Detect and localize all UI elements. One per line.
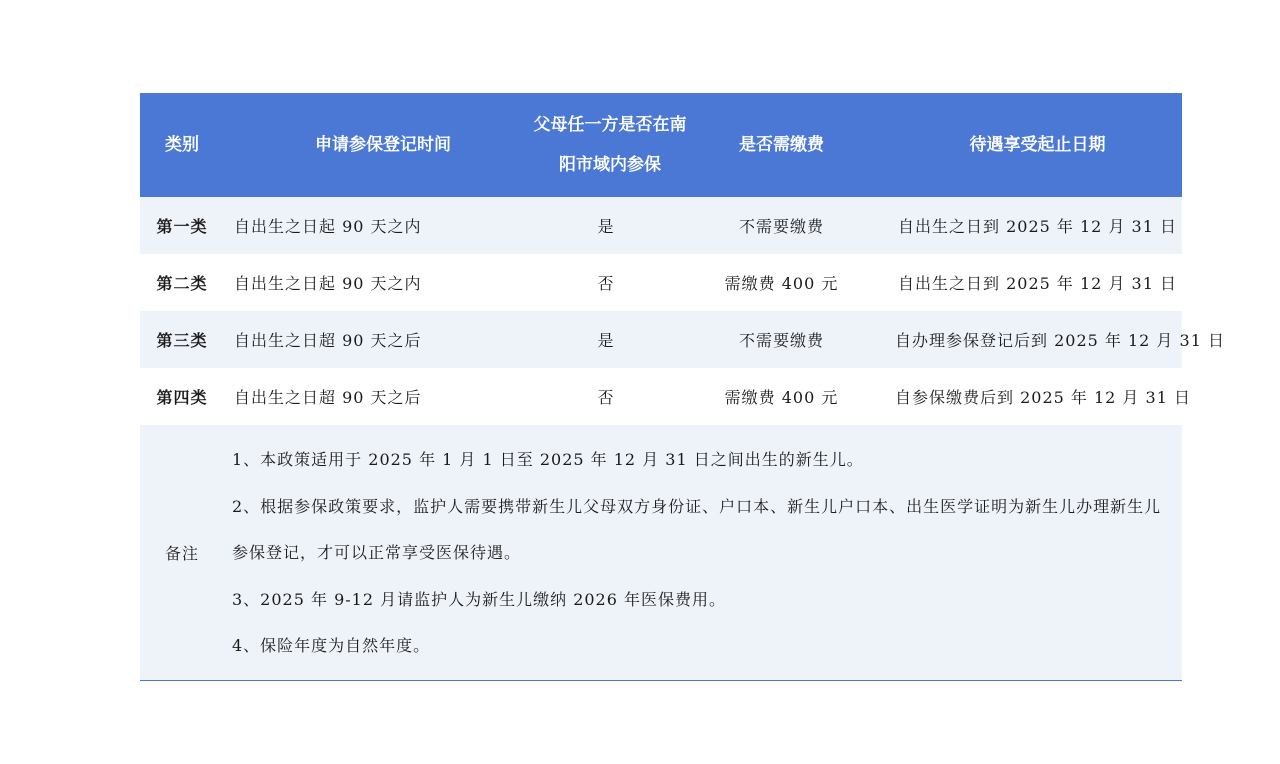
note-item: 1、本政策适用于 2025 年 1 月 1 日至 2025 年 12 月 31 日之间出生的新生儿。 — [232, 450, 864, 469]
cell-category: 第一类 — [140, 197, 224, 254]
header-category: 类别 — [140, 93, 224, 197]
header-application-time: 申请参保登记时间 — [224, 93, 542, 197]
cell-period: 自出生之日到 2025 年 12 月 31 日 — [893, 197, 1182, 254]
table-header — [140, 93, 1182, 197]
cell-category: 第三类 — [140, 311, 224, 368]
header-benefit-period: 待遇享受起止日期 — [893, 93, 1182, 197]
cell-parent-insured: 否 — [542, 368, 670, 425]
cell-parent-insured: 是 — [542, 311, 670, 368]
cell-time: 自出生之日超 90 天之后 — [224, 368, 542, 425]
policy-table — [140, 93, 1225, 681]
notes-row — [140, 425, 1182, 680]
cell-fee: 不需要缴费 — [670, 311, 893, 368]
table-body — [140, 197, 1225, 680]
cell-fee: 需缴费 400 元 — [670, 254, 893, 311]
cell-time: 自出生之日起 90 天之内 — [224, 254, 542, 311]
cell-fee: 需缴费 400 元 — [670, 368, 893, 425]
cell-period: 自出生之日到 2025 年 12 月 31 日 — [893, 254, 1182, 311]
cell-category: 第四类 — [140, 368, 224, 425]
notes-content — [224, 425, 1182, 680]
cell-category: 第二类 — [140, 254, 224, 311]
table-row — [140, 254, 1182, 311]
header-parent-insured — [533, 93, 687, 197]
table-row — [140, 197, 1182, 254]
cell-time: 自出生之日超 90 天之后 — [224, 311, 542, 368]
note-item: 4、保险年度为自然年度。 — [232, 636, 431, 655]
header-row — [140, 93, 1182, 197]
notes-label: 备注 — [140, 425, 224, 680]
table-row — [140, 368, 1182, 425]
cell-period: 自办理参保登记后到 2025 年 12 月 31 日 — [893, 311, 1182, 368]
header-parent-insured-line2: 阳市域内参保 — [559, 155, 661, 175]
header-fee-required: 是否需缴费 — [670, 93, 893, 197]
cell-period: 自参保缴费后到 2025 年 12 月 31 日 — [893, 368, 1182, 425]
table-row — [140, 311, 1182, 368]
note-item: 2、根据参保政策要求，监护人需要携带新生儿父母双方身份证、户口本、新生儿户口本、出生医学证明为新生儿办理新生儿参保登记，才可以正常享受医保待遇。 — [232, 496, 1162, 562]
cell-fee: 不需要缴费 — [670, 197, 893, 254]
cell-time: 自出生之日起 90 天之内 — [224, 197, 542, 254]
cell-parent-insured: 是 — [542, 197, 670, 254]
note-item: 3、2025 年 9-12 月请监护人为新生儿缴纳 2026 年医保费用。 — [232, 589, 726, 609]
cell-parent-insured: 否 — [542, 254, 670, 311]
header-parent-insured-line1: 父母任一方是否在南 — [533, 115, 687, 135]
